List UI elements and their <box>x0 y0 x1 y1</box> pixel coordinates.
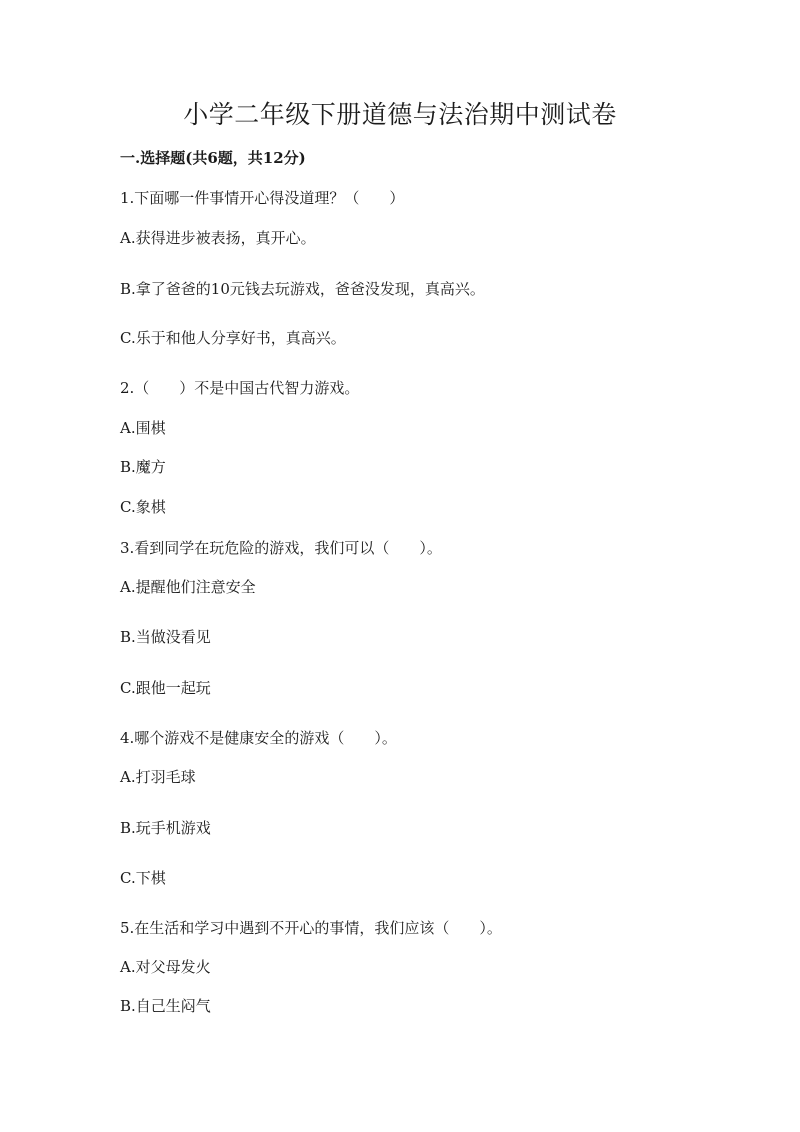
question-2-option-c: C.象棋 <box>120 498 166 516</box>
question-3-stem: 3.看到同学在玩危险的游戏，我们可以（ ）。 <box>120 539 442 557</box>
question-1-option-a: A.获得进步被表扬，真开心。 <box>120 229 316 247</box>
exam-title: 小学二年级下册道德与法治期中测试卷 <box>183 100 617 129</box>
section-heading: 一.选择题(共6题，共12分) <box>120 149 306 167</box>
question-1-stem: 1.下面哪一件事情开心得没道理？（ ） <box>120 189 405 207</box>
question-5-option-b: B.自己生闷气 <box>120 997 211 1015</box>
question-3-option-b: B.当做没看见 <box>120 628 211 646</box>
question-4-option-b: B.玩手机游戏 <box>120 819 211 837</box>
question-3-option-a: A.提醒他们注意安全 <box>120 578 256 596</box>
question-1-option-c: C.乐于和他人分享好书，真高兴。 <box>120 329 346 347</box>
question-4-option-a: A.打羽毛球 <box>120 768 196 786</box>
question-3-option-c: C.跟他一起玩 <box>120 679 211 697</box>
question-5-stem: 5.在生活和学习中遇到不开心的事情，我们应该（ ）。 <box>120 919 502 937</box>
question-2-stem: 2.（ ）不是中国古代智力游戏。 <box>120 379 360 397</box>
question-4-option-c: C.下棋 <box>120 869 166 887</box>
question-2-option-b: B.魔方 <box>120 458 166 476</box>
question-2-option-a: A.围棋 <box>120 419 166 437</box>
question-4-stem: 4.哪个游戏不是健康安全的游戏（ ）。 <box>120 729 397 747</box>
question-5-option-a: A.对父母发火 <box>120 958 211 976</box>
question-1-option-b: B.拿了爸爸的10元钱去玩游戏，爸爸没发现，真高兴。 <box>120 280 485 298</box>
